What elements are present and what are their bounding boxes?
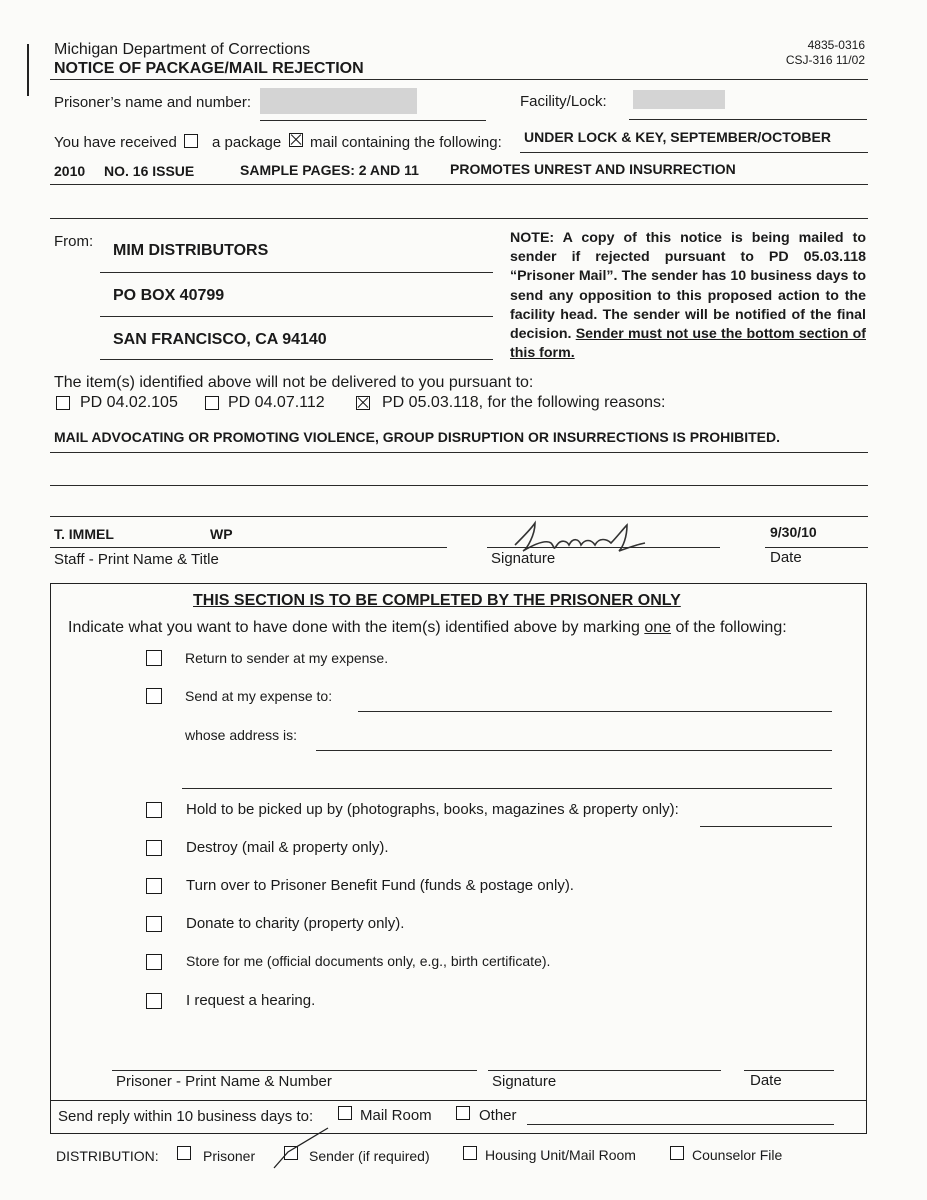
destroy-checkbox[interactable]: [146, 840, 162, 856]
donate-charity-checkbox[interactable]: [146, 916, 162, 932]
distribution-label: DISTRIBUTION:: [56, 1148, 159, 1164]
policy-intro: The item(s) identified above will not be delivered to you pursuant to:: [54, 374, 534, 391]
store-documents-label: Store for me (official documents only, e.g., birth certificate).: [186, 953, 551, 969]
item-year: 2010: [54, 163, 86, 179]
donate-charity-label: Donate to charity (property only).: [186, 915, 405, 932]
from-address-2: SAN FRANCISCO, CA 94140: [113, 331, 327, 348]
staff-name-caption: Staff - Print Name & Title: [54, 551, 219, 568]
header-rule: [50, 79, 868, 80]
item-line-3: [50, 218, 868, 219]
staff-date-caption: Date: [770, 549, 802, 566]
mail-label: mail containing the following:: [310, 134, 502, 151]
send-at-expense-checkbox[interactable]: [146, 688, 162, 704]
staff-signature-caption: Signature: [491, 550, 556, 567]
item-line-2: [50, 184, 868, 185]
instruction-pre: Indicate what you want to have done with the item(s) identified above by marking: [68, 619, 645, 636]
note-warning: Sender must not use the bottom section of this form.: [510, 326, 867, 362]
mail-checkbox[interactable]: [289, 133, 303, 147]
item-issue: NO. 16 ISSUE: [104, 163, 195, 179]
send-at-expense-label: Send at my expense to:: [185, 688, 333, 704]
prisoner-signature-line[interactable]: [488, 1070, 721, 1071]
from-line-3: [100, 359, 493, 360]
request-hearing-label: I request a hearing.: [186, 992, 316, 1009]
department-name: Michigan Department of Corrections: [54, 41, 311, 58]
note-text: NOTE: A copy of this notice is being mailed to sender if rejected pursuant to PD 05.03.118 “Prisoner Mail”. The sender has 10 business days to send any opposition to this proposed action to the facility head. The sender will be notified of the final decision.: [510, 230, 866, 343]
return-to-sender-checkbox[interactable]: [146, 650, 162, 666]
reason-line-3: [50, 516, 868, 517]
prisoner-date-line[interactable]: [744, 1070, 834, 1071]
facility-redacted: [633, 90, 725, 109]
store-documents-checkbox[interactable]: [146, 954, 162, 970]
dist-prisoner-checkbox[interactable]: [177, 1146, 191, 1160]
hold-for-pickup-checkbox[interactable]: [146, 802, 162, 818]
received-prefix: You have received: [54, 134, 177, 151]
item-line-1: [520, 152, 868, 153]
hold-for-pickup-line[interactable]: [700, 826, 832, 827]
dist-counselor-label: Counselor File: [692, 1147, 783, 1163]
prisoner-section: [50, 583, 867, 1101]
mail-room-checkbox[interactable]: [338, 1106, 352, 1120]
benefit-fund-label: Turn over to Prisoner Benefit Fund (funds & postage only).: [186, 877, 574, 894]
hold-for-pickup-label: Hold to be picked up by (photographs, books, magazines & property only):: [186, 801, 679, 818]
from-address-1: PO BOX 40799: [113, 287, 225, 304]
address-line-1[interactable]: [316, 750, 832, 751]
staff-name-line: [50, 547, 447, 548]
facility-line: [629, 119, 867, 120]
other-line[interactable]: [527, 1124, 834, 1125]
margin-mark: [27, 44, 29, 96]
destroy-label: Destroy (mail & property only).: [186, 839, 389, 856]
other-label: Other: [479, 1107, 517, 1124]
facility-label: Facility/Lock:: [520, 93, 607, 110]
prisoner-signature-caption: Signature: [492, 1073, 557, 1090]
dist-sender-label: Sender (if required): [309, 1148, 430, 1164]
pd-04-02-105-label: PD 04.02.105: [80, 394, 178, 411]
pd-04-02-105-checkbox[interactable]: [56, 396, 70, 410]
sender-note: [510, 229, 866, 363]
form-code: CSJ-316 11/02: [785, 53, 865, 67]
from-line-2: [100, 316, 493, 317]
request-hearing-checkbox[interactable]: [146, 993, 162, 1009]
staff-name: T. IMMEL: [54, 526, 114, 542]
item-pages: SAMPLE PAGES: 2 AND 11: [240, 162, 419, 178]
instruction-post: of the following:: [671, 619, 787, 636]
prisoner-date-caption: Date: [750, 1072, 782, 1089]
form-number: 4835-0316: [807, 38, 865, 52]
pd-05-03-118-checkbox[interactable]: [356, 396, 370, 410]
reason-line-2: [50, 485, 868, 486]
prisoner-name-line: [260, 120, 486, 121]
form-title: NOTICE OF PACKAGE/MAIL REJECTION: [54, 60, 364, 77]
staff-title: WP: [210, 526, 233, 542]
rejection-reason: MAIL ADVOCATING OR PROMOTING VIOLENCE, GROUP DISRUPTION OR INSURRECTIONS IS PROHIBITED.: [54, 429, 780, 445]
from-name: MIM DISTRIBUTORS: [113, 242, 269, 259]
address-line-2[interactable]: [182, 788, 832, 789]
item-reason: PROMOTES UNREST AND INSURRECTION: [450, 161, 736, 177]
from-label: From:: [54, 233, 94, 250]
package-label: a package: [212, 134, 282, 151]
other-checkbox[interactable]: [456, 1106, 470, 1120]
send-to-line[interactable]: [358, 711, 832, 712]
from-line-1: [100, 272, 493, 273]
package-checkbox[interactable]: [184, 134, 198, 148]
dist-counselor-checkbox[interactable]: [670, 1146, 684, 1160]
staff-signature-line: [487, 547, 720, 548]
prisoner-section-heading: THIS SECTION IS TO BE COMPLETED BY THE PRISONER ONLY: [193, 592, 681, 609]
prisoner-print-caption: Prisoner - Print Name & Number: [116, 1073, 332, 1090]
item-description-1: UNDER LOCK & KEY, SEPTEMBER/OCTOBER: [524, 129, 831, 145]
mail-room-label: Mail Room: [360, 1107, 432, 1124]
reason-line-1: [50, 452, 868, 453]
instruction-one: one: [644, 619, 672, 636]
dist-housing-label: Housing Unit/Mail Room: [485, 1147, 636, 1163]
benefit-fund-checkbox[interactable]: [146, 878, 162, 894]
prisoner-print-line[interactable]: [112, 1070, 477, 1071]
prisoner-instruction: [68, 619, 787, 637]
staff-date-line: [765, 547, 868, 548]
prisoner-name-label: Prisoner’s name and number:: [54, 94, 252, 111]
pd-04-07-112-label: PD 04.07.112: [228, 394, 325, 411]
pd-04-07-112-checkbox[interactable]: [205, 396, 219, 410]
address-label: whose address is:: [185, 727, 298, 743]
dist-housing-checkbox[interactable]: [463, 1146, 477, 1160]
dist-prisoner-label: Prisoner: [203, 1148, 256, 1164]
prisoner-name-redacted: [260, 88, 417, 114]
reply-prefix: Send reply within 10 business days to:: [58, 1108, 314, 1125]
return-to-sender-label: Return to sender at my expense.: [185, 650, 389, 666]
staff-date: 9/30/10: [770, 524, 817, 540]
pd-05-03-118-label: PD 05.03.118, for the following reasons:: [382, 394, 666, 411]
